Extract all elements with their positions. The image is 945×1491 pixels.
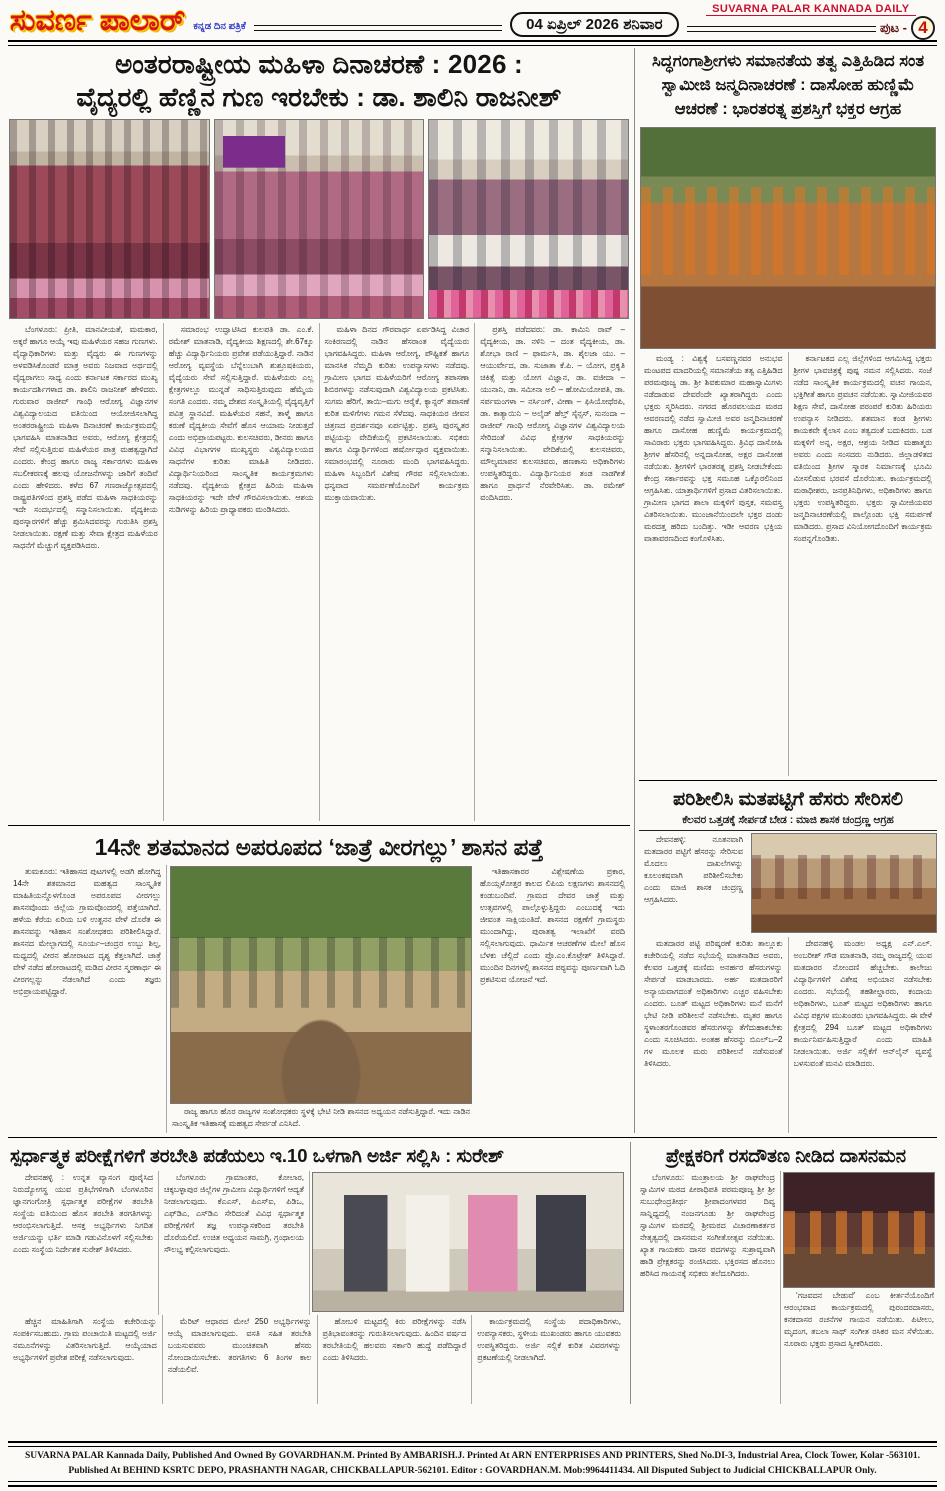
- saint-body-columns: [639, 352, 937, 776]
- imprint-footer: [0, 1441, 945, 1491]
- right-column-section: [639, 48, 937, 1133]
- training-announcement-photo: [312, 1172, 624, 1312]
- herostone-discovery-photo: [170, 866, 472, 1104]
- inscription-photo-block: [167, 865, 475, 1133]
- voter-body-columns: [639, 937, 937, 1134]
- training-article: [8, 1142, 626, 1404]
- page-content: [0, 46, 945, 1441]
- lead-column-2: ಸಮಾರಂಭ ಉದ್ಘಾಟಿಸಿದ ಕುಲಪತಿ ಡಾ. ಎಂ.ಕೆ. ರಮೇಶ್ ಮಾತನಾಡಿ, ವೈದ್ಯಕೀಯ ಶಿಕ್ಷಣದಲ್ಲಿ ಶೇ.67ಕ್ಕೂ ಹೆಚ್ಚು ವಿದ್ಯಾರ್ಥಿನಿಯರು ಪ್ರವೇಶ ಪಡೆಯುತ್ತಿದ್ದಾರೆ. ನಾಡಿನ ಆರೋಗ್ಯ ವ್ಯವಸ್ಥೆಯ ಬೆನ್ನೆಲುಬಾಗಿ ಶುಶ್ರೂಷಕಿಯರು, ವೈದ್ಯೆಯರು ಸೇವೆ ಸಲ್ಲಿಸುತ್ತಿದ್ದಾರೆ. ಮಹಿಳೆಯರು ಎಲ್ಲ ಕ್ಷೇತ್ರಗಳಲ್ಲೂ ಮುನ್ನಡೆ ಸಾಧಿಸುತ್ತಿರುವುದು ಹೆಮ್ಮೆಯ ಸಂಗತಿ ಎಂದರು. ನಮ್ಮ ದೇಶದ ಸಂಸ್ಕೃತಿಯಲ್ಲಿ ವೈದ್ಯವೃತ್ತಿಗೆ ಪವಿತ್ರ ಸ್ಥಾನವಿದೆ. ಮಹಿಳೆಯರ ಸಹನೆ, ತಾಳ್ಮೆ ಹಾಗೂ ಕರುಣೆ ವೈದ್ಯಕೀಯ ಸೇವೆಗೆ ಹೊಸ ಆಯಾಮ ನೀಡುತ್ತದೆ ಎಂದು ಅಭಿಪ್ರಾಯಪಟ್ಟರು. ಕುಲಸಚಿವರು, ಡೀನರು ಹಾಗೂ ವಿವಿಧ ವಿಭಾಗಗಳ ಮುಖ್ಯಸ್ಥರು ವಿಶ್ವವಿದ್ಯಾಲಯದ ಸಾಧನೆಗಳ ಕುರಿತು ಮಾಹಿತಿ ನೀಡಿದರು. ವಿದ್ಯಾರ್ಥಿನಿಯರಿಂದ ಸಾಂಸ್ಕೃತಿಕ ಕಾರ್ಯಕ್ರಮಗಳು ನಡೆದವು. ವೈದ್ಯಕೀಯ ಕ್ಷೇತ್ರದ ಹಿರಿಯ ಮಹಿಳಾ ಸಾಧಕಿಯರನ್ನು ಇದೇ ವೇಳೆ ಗೌರವಿಸಲಾಯಿತು. ಆಶಯ ನುಡಿಗಳನ್ನು ಹಿರಿಯ ಪ್ರಾಧ್ಯಾಪಕರು ಮಂಡಿಸಿದರು.: [164, 323, 320, 821]
- imprint-line-2: Published At BEHIND KSRTC DEPO, PRASHANTH NAGAR, CHICKBALLAPUR-562101. Editor : GOVARDHAN.M. Mob:9964411434. All Disputed Subject to Judicial CHICKBALLAPUR Only.: [68, 1465, 877, 1476]
- right-section-divider: [639, 780, 937, 781]
- saint-birthday-celebration-photo: [640, 127, 936, 349]
- training-bottom-column-3: ಹೋಬಳಿ ಮಟ್ಟದಲ್ಲಿ ಕಿರು ಪರೀಕ್ಷೆಗಳನ್ನು ನಡೆಸಿ ಪ್ರತಿಭಾವಂತರನ್ನು ಗುರುತಿಸಲಾಗುವುದು. ಹಿಂದಿನ ವರ್ಷದ ತರಬೇತಿಯಲ್ಲಿ ಹಲವರು ಸರ್ಕಾರಿ ಹುದ್ದೆ ಪಡೆದಿದ್ದಾರೆ ಎಂದು ತಿಳಿಸಿದರು.: [318, 1315, 473, 1405]
- newspaper-logo: ಸುವರ್ಣ ಪಾಲಾರ್: [10, 4, 186, 37]
- lead-body-columns: [8, 323, 630, 821]
- saint-headline: ಸಿದ್ಧಗಂಗಾಶ್ರೀಗಳು ಸಮಾನತೆಯ ತತ್ವ ಎತ್ತಿಹಿಡಿದ ಸಂತ ಸ್ವಾಮೀಜಿ ಜನ್ಮದಿನಾಚರಣೆ : ದಾಸೋಹ ಹುಣ್ಣಿಮೆ ಆಚರಣೆ : ಭಾರತರತ್ನ ಪ್ರಶಸ್ತಿಗೆ ಭಕ್ತರ ಆಗ್ರಹ: [651, 52, 925, 118]
- training-column-1: ದೇವನಹಳ್ಳಿ : ಉನ್ನತ ವ್ಯಾಸಂಗ ಪೂರೈಸಿದ ನಿರುದ್ಯೋಗಸ್ಥ ಯುವ ಪ್ರತಿಭೆಗಳಿಗಾಗಿ ಬೆಂಗಳೂರಿನ ಜ್ಞಾನಗಂಗೋತ್ರಿ ಸ್ಪರ್ಧಾತ್ಮಕ ಪರೀಕ್ಷೆಗಳ ತರಬೇತಿ ಸಂಸ್ಥೆಯ ವತಿಯಿಂದ ಹೊಸ ತರಬೇತಿ ತರಗತಿಗಳನ್ನು ಆರಂಭಿಸಲಾಗುತ್ತಿದೆ. ಆಸಕ್ತ ಅಭ್ಯರ್ಥಿಗಳು ನಿಗದಿತ ಅರ್ಜಿಯನ್ನು ಭರ್ತಿ ಮಾಡಿ ಗಡುವಿನೊಳಗೆ ಸಲ್ಲಿಸಬೇಕು ಎಂದು ಸಂಸ್ಥೆಯ ನಿರ್ದೇಶಕ ಸುರೇಶ್ ತಿಳಿಸಿದರು.: [8, 1171, 159, 1315]
- page-number-badge: 4: [911, 16, 935, 40]
- page-label: ಪುಟ -: [880, 19, 908, 35]
- lead-photo-row: [8, 115, 630, 323]
- concert-column-1: ಬೆಂಗಳೂರು: ಮಂತ್ರಾಲಯ ಶ್ರೀ ರಾಘವೇಂದ್ರ ಸ್ವಾಮಿಗಳ ಮಠದ ಪೀಠಾಧಿಪತಿ ಪರಮಪೂಜ್ಯ ಶ್ರೀ ಶ್ರೀ ಸುಬುಧೇಂದ್ರತೀರ್ಥ ಶ್ರೀಪಾದಂಗಳವರ ದಿವ್ಯ ಸಾನ್ನಿಧ್ಯದಲ್ಲಿ ನಂಜನಗೂಡು ಶ್ರೀ ರಾಘವೇಂದ್ರ ಸ್ವಾಮಿಗಳ ಮಠದಲ್ಲಿ ಶ್ರೀಮಠದ ವಿಚಾರಣಾಕರ್ತರ ನೇತೃತ್ವದಲ್ಲಿ ದಾಸನಮನ ಸಂಗೀತೋತ್ಸವ ನಡೆಯಿತು. ಖ್ಯಾತ ಗಾಯಕರು ದಾಸರ ಪದಗಳನ್ನು ಸುಶ್ರಾವ್ಯವಾಗಿ ಹಾಡಿ ಪ್ರೇಕ್ಷಕರನ್ನು ರಂಜಿಸಿದರು. ಭಕ್ತಿರಸದ ಹೊನಲು ಹರಿಸಿದ ಗಾಯನಕ್ಕೆ ಸಭಿಕರು ತಲೆದೂಗಿದರು.: [635, 1171, 781, 1405]
- imprint-line-1: SUVARNA PALAR Kannada Daily, Published And Owned By GOVARDHAN.M. Printed By AMBARISH.J. Printed At ARN ENTERPRISES AND PRINTERS, Shed No.DI-3, Industrial Area, Clock Tower, Kolar -563101.: [24, 1450, 921, 1461]
- voter-column-2: ದೇವನಹಳ್ಳಿ ಮಂಡಲ ಅಧ್ಯಕ್ಷ ಎನ್.ಎಲ್. ಅಂಬರೀಶ್ ಗೌಡ ಮಾತನಾಡಿ, ನಮ್ಮ ರಾಜ್ಯದಲ್ಲಿ ಯುವ ಮತದಾರರ ನೋಂದಣಿ ಹೆಚ್ಚಬೇಕು. ಕಾಲೇಜು ವಿದ್ಯಾರ್ಥಿಗಳಿಗೆ ವಿಶೇಷ ಅಭಿಯಾನ ನಡೆಸಬೇಕು ಎಂದರು. ಸಭೆಯಲ್ಲಿ ತಹಶೀಲ್ದಾರರು, ಕಂದಾಯ ಅಧಿಕಾರಿಗಳು, ಬೂತ್ ಮಟ್ಟದ ಅಧಿಕಾರಿಗಳು ಹಾಗೂ ವಿವಿಧ ಪಕ್ಷಗಳ ಮುಖಂಡರು ಭಾಗವಹಿಸಿದ್ದರು. ಈ ವೇಳೆ ಕ್ಷೇತ್ರದಲ್ಲಿ 294 ಬೂತ್ ಮಟ್ಟದ ಅಧಿಕಾರಿಗಳು ಕಾರ್ಯನಿರ್ವಹಿಸುತ್ತಿದ್ದಾರೆ ಎಂದು ಮಾಹಿತಿ ನೀಡಲಾಯಿತು. ಅರ್ಜಿ ಸಲ್ಲಿಕೆಗೆ ಆನ್‌ಲೈನ್ ವ್ಯವಸ್ಥೆ ಬಳಸುವಂತೆ ಮನವಿ ಮಾಡಿದರು.: [793, 938, 932, 1068]
- newspaper-tagline: ಕನ್ನಡ ದಿನ ಪತ್ರಿಕೆ: [193, 20, 246, 32]
- inscription-headline: 14ನೇ ಶತಮಾನದ ಅಪರೂಪದ ‘ಜಾತ್ರೆ ವೀರಗಲ್ಲು’ ಶಾಸನ ಪತ್ತೆ: [94, 833, 544, 860]
- concert-article: [635, 1142, 937, 1404]
- training-lower-columns: [8, 1315, 626, 1405]
- lead-headline: ವೈದ್ಯರಲ್ಲಿ ಹೆಣ್ಣಿನ ಗುಣ ಇರಬೇಕು : ಡಾ. ಶಾಲಿನಿ ರಾಜನೀಶ್: [76, 82, 562, 113]
- lead-column-1: ಬೆಂಗಳೂರು: ಪ್ರೀತಿ, ಮಾನವೀಯತೆ, ಮಮಕಾರ, ಅಕ್ಕರೆ ಹಾಗೂ ಆಯ್ಕೆ ಇವು ಮಹಿಳೆಯರ ಸಹಜ ಗುಣಗಳು. ವೈದ್ಯಾಧಿಕಾರಿಗಳು ಮತ್ತು ವೈದ್ಯರು ಈ ಗುಣಗಳನ್ನು ಅಳವಡಿಸಿಕೊಂಡರೆ ಮಾತ್ರ ಅವರು ನಿಜವಾದ ಅರ್ಥದಲ್ಲಿ ವೈದ್ಯರಾಗಲು ಸಾಧ್ಯ ಎಂದು ಕರ್ನಾಟಕ ಸರ್ಕಾರದ ಮುಖ್ಯ ಕಾರ್ಯದರ್ಶಿಗಳಾದ ಡಾ. ಶಾಲಿನಿ ರಾಜನೀಶ್ ಹೇಳಿದರು. ಗುರುವಾರ ರಾಜೀವ್ ಗಾಂಧಿ ಆರೋಗ್ಯ ವಿಜ್ಞಾನಗಳ ವಿಶ್ವವಿದ್ಯಾಲಯದ ವತಿಯಿಂದ ಆಯೋಜಿಸಲಾಗಿದ್ದ ಅಂತರರಾಷ್ಟ್ರೀಯ ಮಹಿಳಾ ದಿನಾಚರಣೆ ಕಾರ್ಯಕ್ರಮದಲ್ಲಿ ಭಾಗವಹಿಸಿ ಮಾತನಾಡಿದ ಅವರು, ಆರೋಗ್ಯ ಕ್ಷೇತ್ರದಲ್ಲಿ ಸೇವೆ ಸಲ್ಲಿಸುತ್ತಿರುವ ಮಹಿಳೆಯರ ಪಾತ್ರ ಮಹತ್ವದ್ದಾಗಿದೆ ಎಂದರು. ಕೇಂದ್ರ ಹಾಗೂ ರಾಜ್ಯ ಸರ್ಕಾರಗಳು ಮಹಿಳಾ ಸಬಲೀಕರಣಕ್ಕೆ ಹಲವು ಯೋಜನೆಗಳನ್ನು ಜಾರಿಗೆ ತಂದಿವೆ ಎಂದು ಹೇಳಿದರು. ಕಳೆದ 67 ಗಣರಾಜ್ಯೋತ್ಸವದಲ್ಲಿ ರಾಷ್ಟ್ರಪತಿಗಳಿಂದ ಪ್ರಶಸ್ತಿ ಪಡೆದ ಮಹಿಳಾ ಸಾಧಕಿಯರನ್ನು ಇದೇ ಸಂದರ್ಭದಲ್ಲಿ ಸನ್ಮಾನಿಸಲಾಯಿತು. ವೈದ್ಯಕೀಯ ಪುರಸ್ಕಾರಗಳಿಗೆ ಹೆಚ್ಚು ಶ್ರಮಿಸಿದವರನ್ನು ಗುರುತಿಸಿ ಪ್ರಶಸ್ತಿ ನೀಡಲಾಯಿತು. ರಕ್ಷಣೆ ಮತ್ತು ಸೇವಾ ಕ್ಷೇತ್ರದ ಮಹಿಳೆಯರ ಸಾಧನೆಗೆ ಮೆಚ್ಚುಗೆ ವ್ಯಕ್ತಪಡಿಸಿದರು.: [8, 323, 164, 821]
- saint-column-2: ಕರ್ನಾಟಕದ ಎಲ್ಲ ಜಿಲ್ಲೆಗಳಿಂದ ಆಗಮಿಸಿದ್ದ ಭಕ್ತರು ಶ್ರೀಗಳ ಭಾವಚಿತ್ರಕ್ಕೆ ಪುಷ್ಪ ನಮನ ಸಲ್ಲಿಸಿದರು. ಸಂಜೆ ನಡೆದ ಸಾಂಸ್ಕೃತಿಕ ಕಾರ್ಯಕ್ರಮದಲ್ಲಿ ವಚನ ಗಾಯನ, ಭಕ್ತಿಗೀತೆ ಹಾಗೂ ಪ್ರವಚನ ನಡೆಯಿತು. ಸ್ವಾಮೀಜಿಯವರ ಶಿಕ್ಷಣ ಸೇವೆ, ದಾಸೋಹ ಪರಂಪರೆ ಕುರಿತು ಹಿರಿಯರು ಉಪನ್ಯಾಸ ನೀಡಿದರು. ಶತಮಾನ ಕಂಡ ಶ್ರೀಗಳು ಕಾಯಕವೇ ಕೈಲಾಸ ಎಂಬ ತತ್ವದಂತೆ ಬದುಕಿದರು. ಬಡ ಮಕ್ಕಳಿಗೆ ಅನ್ನ, ಅಕ್ಷರ, ಆಶ್ರಯ ನೀಡಿದ ಮಹಾತ್ಮರು ಅವರು ಎಂದು ಸಂಸದರು ನುಡಿದರು. ಜಿಲ್ಲಾಡಳಿತದ ವತಿಯಿಂದ ಶ್ರೀಗಳ ಸ್ಮಾರಕ ನಿರ್ಮಾಣಕ್ಕೆ ಭೂಮಿ ಮೀಸಲಿಡುವ ಭರವಸೆ ದೊರೆಯಿತು. ಕಾರ್ಯಕ್ರಮದಲ್ಲಿ ಮಠಾಧೀಶರು, ಜನಪ್ರತಿನಿಧಿಗಳು, ಅಧಿಕಾರಿಗಳು ಹಾಗೂ ಭಕ್ತರು ಉಪಸ್ಥಿತರಿದ್ದರು. ಭಕ್ತರು ಸ್ವಾಮೀಜಿಯವರ ಜನ್ಮದಿನಾಚರಣೆಯಲ್ಲಿ ಪಾಲ್ಗೊಂಡು ಭಕ್ತಿ ಸಮರ್ಪಣೆ ಮಾಡಿದರು. ಪ್ರಸಾದ ವಿನಿಯೋಗದೊಂದಿಗೆ ಕಾರ್ಯಕ್ರಮ ಸಂಪನ್ನಗೊಂಡಿತು.: [793, 353, 932, 543]
- training-headline: ಸ್ಪರ್ಧಾತ್ಮಕ ಪರೀಕ್ಷೆಗಳಿಗೆ ತರಬೇತಿ ಪಡೆಯಲು ಇ.10 ಒಳಗಾಗಿ ಅರ್ಜಿ ಸಲ್ಲಿಸಿ : ಸುರೇಶ್: [10, 1145, 505, 1167]
- vertical-divider-main: [634, 48, 635, 1133]
- inscription-column-1: ತುಮಕೂರು: ಇತಿಹಾಸದ ಪುಟಗಳಲ್ಲಿ ಅಡಗಿ ಹೋಗಿದ್ದ 14ನೇ ಶತಮಾನದ ಮಹತ್ವದ ಸಾಂಸ್ಕೃತಿಕ ಮಾಹಿತಿಯನ್ನೊಳಗೊಂಡ ಅಪರೂಪದ ವೀರಗಲ್ಲು ಶಾಸನವೊಂದು ಜಿಲ್ಲೆಯ ಗ್ರಾಮವೊಂದರಲ್ಲಿ ಪತ್ತೆಯಾಗಿದೆ. ಹಳೆಯ ಕೆರೆಯ ಏರಿಯ ಬಳಿ ಉತ್ಖನನ ವೇಳೆ ದೊರೆತ ಈ ಶಾಸನವನ್ನು ಇತಿಹಾಸ ಸಂಶೋಧಕರು ಪರಿಶೀಲಿಸಿದ್ದಾರೆ. ಶಾಸನದ ಮೇಲ್ಭಾಗದಲ್ಲಿ ಸೂರ್ಯ–ಚಂದ್ರರ ಉಬ್ಬು ಶಿಲ್ಪ, ಮಧ್ಯದಲ್ಲಿ ವೀರನ ಹೋರಾಟದ ದೃಶ್ಯ ಕೆತ್ತಲಾಗಿದೆ. ಜಾತ್ರೆ ವೇಳೆ ನಡೆದ ಹೋರಾಟದಲ್ಲಿ ಮಡಿದ ವೀರನ ಸ್ಮರಣಾರ್ಥ ಈ ವೀರಗಲ್ಲನ್ನು ನೆಡಲಾಗಿದೆ ಎಂದು ತಜ್ಞರು ಅಭಿಪ್ರಾಯಪಟ್ಟಿದ್ದಾರೆ.: [8, 865, 167, 1133]
- training-upper: [8, 1171, 626, 1315]
- concert-column-2: ‘ಗಜವದನ ಬೇಡುವೆ’ ಎಂಬ ಕೀರ್ತನೆಯೊಂದಿಗೆ ಆರಂಭವಾದ ಕಾರ್ಯಕ್ರಮದಲ್ಲಿ ಪುರಂದರದಾಸರು, ಕನಕದಾಸರ ರಚನೆಗಳ ಗಾಯನ ನಡೆಯಿತು. ಪಿಟೀಲು, ಮೃದಂಗ, ತಬಲಾ ಸಾಥ್ ಸಂಗೀತ ರಸಿಕರ ಮನ ಸೆಳೆಯಿತು. ನೂರಾರು ಭಕ್ತರು ಪ್ರಸಾದ ಸ್ವೀಕರಿಸಿದರು.: [784, 1290, 934, 1348]
- newspaper-title-english: SUVARNA PALAR KANNADA DAILY: [706, 3, 915, 16]
- date-box: 04 ಏಪ್ರಿಲ್ 2026 ಶನಿವಾರ: [510, 12, 679, 37]
- upper-section: [8, 48, 937, 1133]
- bottom-section: [8, 1142, 937, 1404]
- concert-right-block: [781, 1171, 937, 1405]
- womens-day-group-photo: [214, 119, 425, 319]
- lead-column-3: ಮಹಿಳಾ ದಿನದ ಗೌರವಾರ್ಥ ಏರ್ಪಡಿಸಿದ್ದ ವಿಚಾರ ಸಂಕಿರಣದಲ್ಲಿ ನಾಡಿನ ಹೆಸರಾಂತ ವೈದ್ಯೆಯರು ಭಾಗವಹಿಸಿದ್ದರು. ಮಹಿಳಾ ಆರೋಗ್ಯ, ಪೌಷ್ಟಿಕತೆ ಹಾಗೂ ಮಾನಸಿಕ ನೆಮ್ಮದಿ ಕುರಿತು ಉಪನ್ಯಾಸಗಳು ನಡೆದವು. ಗ್ರಾಮೀಣ ಭಾಗದ ಮಹಿಳೆಯರಿಗೆ ಆರೋಗ್ಯ ತಪಾಸಣಾ ಶಿಬಿರಗಳನ್ನು ನಡೆಸುವುದಾಗಿ ವಿಶ್ವವಿದ್ಯಾಲಯ ಪ್ರಕಟಿಸಿತು. ಸುಗಮ ಹೆರಿಗೆ, ತಾಯಿ–ಮಗು ಆರೈಕೆ, ಕ್ಯಾನ್ಸರ್ ತಪಾಸಣೆ ಕುರಿತ ಮಳಿಗೆಗಳು ಗಮನ ಸೆಳೆದವು. ಸಾಧಕಿಯರ ಜೀವನ ಚಿತ್ರಣದ ಪ್ರದರ್ಶನವೂ ಏರ್ಪಟ್ಟಿತ್ತು. ಪ್ರಶಸ್ತಿ ಪುರಸ್ಕೃತರ ಪಟ್ಟಿಯನ್ನು ವೇದಿಕೆಯಲ್ಲಿ ಪ್ರಕಟಿಸಲಾಯಿತು. ಸಭಿಕರು ಹಾಗೂ ವಿದ್ಯಾರ್ಥಿಗಳಿಂದ ಹರ್ಷೋದ್ಗಾರ ವ್ಯಕ್ತವಾಯಿತು. ಸಮಾರಂಭದಲ್ಲಿ ನೂರಾರು ಮಂದಿ ಭಾಗವಹಿಸಿದ್ದರು. ಮಹಿಳಾ ಸಿಬ್ಬಂದಿಗೆ ವಿಶೇಷ ಗೌರವ ಸಲ್ಲಿಸಲಾಯಿತು. ಧನ್ಯವಾದ ಸಮರ್ಪಣೆಯೊಂದಿಗೆ ಕಾರ್ಯಕ್ರಮ ಮುಕ್ತಾಯವಾಯಿತು.: [320, 323, 476, 821]
- concert-body: [635, 1171, 937, 1405]
- inscription-column-2: ಇತಿಹಾಸಕಾರರ ವಿಶ್ಲೇಷಣೆಯ ಪ್ರಕಾರ, ಹೊಯ್ಸಳೋತ್ತರ ಕಾಲದ ಲಿಪಿಯ ಲಕ್ಷಣಗಳು ಶಾಸನದಲ್ಲಿ ಕಂಡುಬಂದಿವೆ. ಗ್ರಾಮದ ದೇವರ ಜಾತ್ರೆ ಮತ್ತು ಉತ್ಸವಗಳಲ್ಲಿ ಪಾಲ್ಗೊಳ್ಳುತ್ತಿದ್ದರು ಎಂಬುದಕ್ಕೆ ಇದು ಜೀವಂತ ಸಾಕ್ಷಿಯಂತಿದೆ. ಶಾಸನದ ರಕ್ಷಣೆಗೆ ಗ್ರಾಮಸ್ಥರು ಮುಂದಾಗಿದ್ದು, ಪುರಾತತ್ವ ಇಲಾಖೆಗೆ ವರದಿ ಸಲ್ಲಿಸಲಾಗುವುದು. ಧಾರ್ಮಿಕ ಆಚರಣೆಗಳ ಮೇಲೆ ಹೊಸ ಬೆಳಕು ಚೆಲ್ಲಿದೆ ಎಂದು ಪ್ರೊ.ಎಂ.ಕೊಟ್ರೇಶ್ ತಿಳಿಸಿದ್ದಾರೆ. ಮುಂದಿನ ದಿನಗಳಲ್ಲಿ ಶಾಸನದ ಪಠ್ಯವನ್ನು ಪೂರ್ಣವಾಗಿ ಓದಿ ಪ್ರಕಟಿಸುವ ಯೋಜನೆ ಇದೆ.: [480, 867, 625, 985]
- voter-meeting-photo: [751, 833, 937, 933]
- womens-day-dais-photo: [428, 119, 629, 319]
- masthead-rule-left: [254, 25, 502, 31]
- footer-bottom-rule: [8, 1481, 937, 1487]
- training-bottom-column-1: ಹೆಚ್ಚಿನ ಮಾಹಿತಿಗಾಗಿ ಸಂಸ್ಥೆಯ ಕಚೇರಿಯನ್ನು ಸಂಪರ್ಕಿಸಬಹುದು. ಗ್ರಾಮ ಪಂಚಾಯಿತಿ ಮಟ್ಟದಲ್ಲಿ ಅರ್ಜಿ ನಮೂನೆಗಳನ್ನು ವಿತರಿಸಲಾಗುತ್ತಿದೆ. ಆಯ್ಕೆಯಾದ ಅಭ್ಯರ್ಥಿಗಳಿಗೆ ಪ್ರವೇಶ ಪರೀಕ್ಷೆ ನಡೆಸಲಾಗುವುದು.: [8, 1315, 163, 1405]
- voter-intro-text: ದೇವನಹಳ್ಳಿ: ನೂತನವಾಗಿ ಮತದಾರರ ಪಟ್ಟಿಗೆ ಹೆಸರನ್ನು ಸೇರಿಸುವ ಮೊದಲು ದಾಖಲೆಗಳನ್ನು ಕೂಲಂಕಷವಾಗಿ ಪರಿಶೀಲಿಸಬೇಕು ಎಂದು ಮಾಜಿ ಶಾಸಕ ಚಂದ್ರಣ್ಣ ಆಗ್ರಹಿಸಿದರು.: [644, 834, 743, 904]
- lead-kicker: ಅಂತರರಾಷ್ಟ್ರೀಯ ಮಹಿಳಾ ದಿನಾಚರಣೆ : 2026 :: [115, 49, 523, 79]
- training-column-2: ಬೆಂಗಳೂರು ಗ್ರಾಮಾಂತರ, ಕೋಲಾರ, ಚಿಕ್ಕಬಳ್ಳಾಪುರ ಜಿಲ್ಲೆಗಳ ಗ್ರಾಮೀಣ ವಿದ್ಯಾರ್ಥಿಗಳಿಗೆ ಆದ್ಯತೆ ನೀಡಲಾಗುವುದು. ಕೆಎಎಸ್, ಪಿಎಸ್‌ಐ, ಪಿಡಿಒ, ಎಫ್‌ಡಿಎ, ಎಸ್‌ಡಿಎ ಸೇರಿದಂತೆ ವಿವಿಧ ಸ್ಪರ್ಧಾತ್ಮಕ ಪರೀಕ್ಷೆಗಳಿಗೆ ತಜ್ಞ ಉಪನ್ಯಾಸಕರಿಂದ ತರಬೇತಿ ದೊರೆಯಲಿದೆ. ಉಚಿತ ಅಧ್ಯಯನ ಸಾಮಗ್ರಿ, ಗ್ರಂಥಾಲಯ ಸೌಲಭ್ಯ ಕಲ್ಪಿಸಲಾಗುವುದು.: [159, 1171, 310, 1315]
- inscription-body: [8, 865, 630, 1133]
- saint-column-1: ಮಂಡ್ಯ : ವಿಶ್ವಕ್ಕೆ ಬಸವಣ್ಣನವರ ಅನುಭವ ಮಂಟಪದ ಮಾದರಿಯಲ್ಲಿ ಸಮಾನತೆಯ ತತ್ವ ಎತ್ತಿಹಿಡಿದ ಪರಮಪೂಜ್ಯ ಡಾ. ಶ್ರೀ ಶಿವಕುಮಾರ ಮಹಾಸ್ವಾಮಿಗಳು ನಡೆದಾಡುವ ದೇವರೆಂದೇ ಖ್ಯಾತರಾಗಿದ್ದರು ಎಂದು ಭಕ್ತರು ಸ್ಮರಿಸಿದರು. ನಗರದ ಹೊರವಲಯದ ಮಠದ ಆವರಣದಲ್ಲಿ ನಡೆದ ಸ್ವಾಮೀಜಿ ಅವರ ಜನ್ಮದಿನಾಚರಣೆ ಹಾಗೂ ದಾಸೋಹ ಹುಣ್ಣಿಮೆ ಕಾರ್ಯಕ್ರಮದಲ್ಲಿ ಸಾವಿರಾರು ಭಕ್ತರು ಭಾಗವಹಿಸಿದ್ದರು. ತ್ರಿವಿಧ ದಾಸೋಹಿ ಶ್ರೀಗಳ ಹೆಸರಿನಲ್ಲಿ ಅನ್ನದಾಸೋಹ, ಅಕ್ಷರ ದಾಸೋಹ ನಡೆಯಿತು. ಶ್ರೀಗಳಿಗೆ ಭಾರತರತ್ನ ಪ್ರಶಸ್ತಿ ನೀಡಬೇಕೆಂದು ಕೇಂದ್ರ ಸರ್ಕಾರವನ್ನು ಭಕ್ತ ಸಮೂಹ ಒಕ್ಕೊರಲಿನಿಂದ ಆಗ್ರಹಿಸಿತು. ಯಾತ್ರಾರ್ಥಿಗಳಿಗೆ ಪ್ರಸಾದ ವಿತರಿಸಲಾಯಿತು. ಗ್ರಾಮೀಣ ಭಾಗದ ಶಾಲಾ ಮಕ್ಕಳಿಗೆ ಪುಸ್ತಕ, ಸಮವಸ್ತ್ರ ವಿತರಿಸಲಾಯಿತು. ಮುಂಜಾನೆಯಿಂದಲೇ ಭಕ್ತರ ದಂಡು ಮಠದತ್ತ ಹರಿದು ಬಂದಿತ್ತು. ಇಡೀ ಆವರಣ ಭಕ್ತಿಯ ವಾತಾವರಣದಿಂದ ಕಂಗೊಳಿಸಿತು.: [639, 352, 789, 776]
- section-divider: [8, 825, 630, 826]
- voter-subheadline: ಕೆಲವರ ಒತ್ತಡಕ್ಕೆ ಸೇರ್ಪಡೆ ಬೇಡ : ಮಾಜಿ ಶಾಸಕ ಚಂದ್ರಣ್ಣ ಆಗ್ರಹ: [639, 812, 937, 831]
- lower-section-divider: [8, 1137, 937, 1138]
- masthead-right: [687, 3, 935, 40]
- concert-headline: ಪ್ರೇಕ್ಷಕರಿಗೆ ರಸದೌತಣ ನೀಡಿದ ದಾಸನಮನ: [665, 1145, 907, 1167]
- masthead: [0, 0, 945, 40]
- inscription-photo-note: ರಾಜ್ಯ ಹಾಗೂ ಹೊರ ರಾಜ್ಯಗಳ ಸಂಶೋಧಕರು ಸ್ಥಳಕ್ಕೆ ಭೇಟಿ ನೀಡಿ ಶಾಸನದ ಅಧ್ಯಯನ ನಡೆಸುತ್ತಿದ್ದಾರೆ. ಇದು ನಾಡಿನ ಸಾಂಸ್ಕೃತಿಕ ಇತಿಹಾಸಕ್ಕೆ ಮಹತ್ವದ ಸೇರ್ಪಡೆ ಎನಿಸಿದೆ.: [172, 1107, 470, 1129]
- voter-photo-row: [639, 833, 937, 935]
- training-bottom-column-2: ಮೆರಿಟ್ ಆಧಾರದ ಮೇಲೆ 250 ಅಭ್ಯರ್ಥಿಗಳನ್ನು ಆಯ್ಕೆ ಮಾಡಲಾಗುವುದು. ವಸತಿ ಸಹಿತ ತರಬೇತಿ ಬಯಸುವವರು ಮುಂಚಿತವಾಗಿ ಹೆಸರು ನೋಂದಾಯಿಸಬೇಕು. ತರಗತಿಗಳು 6 ತಿಂಗಳ ಕಾಲ ನಡೆಯಲಿವೆ.: [163, 1315, 318, 1405]
- lead-column-4: ಪ್ರಶಸ್ತಿ ಪಡೆದವರು: ಡಾ. ಕಾಮಿನಿ ರಾವ್ – ವೈದ್ಯಕೀಯ, ಡಾ. ನಳಿನಿ – ದಂತ ವೈದ್ಯಕೀಯ, ಡಾ. ಶೋಭಾ ರಾಣಿ – ಫಾರ್ಮಸಿ, ಡಾ. ಶೈಲಜಾ ಯು. – ಆಯುರ್ವೇದ, ಡಾ. ಸುಜಾತಾ ಕೆ.ಪಿ. – ಯೋಗ, ಪ್ರಕೃತಿ ಚಿಕಿತ್ಸೆ ಮತ್ತು ಯೋಗ ವಿಜ್ಞಾನ, ಡಾ. ವಜೀದಾ – ಯುನಾನಿ, ಡಾ. ಸಮೀನಾ ಅಲಿ – ಹೋಮಿಯೋಪತಿ, ಡಾ. ಸರ್ಪಮಂಗಳಾ – ನರ್ಸಿಂಗ್, ವೀಣಾ – ಫಿಸಿಯೋಥೆರಪಿ, ಡಾ. ಕಾತ್ಯಾಯಿನಿ – ಅಲೈಡ್ ಹೆಲ್ತ್ ಸೈನ್ಸಸ್, ಸುನಂದಾ – ರಾಜೀವ್ ಗಾಂಧಿ ಆರೋಗ್ಯ ವಿಜ್ಞಾನಗಳ ವಿಶ್ವವಿದ್ಯಾಲಯ ಸೇರಿದಂತೆ ವಿವಿಧ ಕ್ಷೇತ್ರಗಳ ಸಾಧಕಿಯರನ್ನು ಸನ್ಮಾನಿಸಲಾಯಿತು. ವೇದಿಕೆಯಲ್ಲಿ ಕುಲಸಚಿವರು, ಮೌಲ್ಯಮಾಪನ ಕುಲಸಚಿವರು, ಹಣಕಾಸು ಅಧಿಕಾರಿಗಳು ಉಪಸ್ಥಿತರಿದ್ದರು. ವಿದ್ಯಾರ್ಥಿನಿಯರ ತಂಡ ನಾಡಗೀತೆ ಹಾಗೂ ಪ್ರಾರ್ಥನೆ ನೆರವೇರಿಸಿತು. ಡಾ. ರಮೇಶ್ ವಂದಿಸಿದರು.: [480, 324, 625, 502]
- vertical-divider-bottom: [630, 1142, 631, 1404]
- masthead-rule-right: [687, 26, 876, 32]
- training-bottom-column-4: ಕಾರ್ಯಕ್ರಮದಲ್ಲಿ ಸಂಸ್ಥೆಯ ಪದಾಧಿಕಾರಿಗಳು, ಉಪನ್ಯಾಸಕರು, ಸ್ಥಳೀಯ ಮುಖಂಡರು ಹಾಗೂ ಯುವಕರು ಉಪಸ್ಥಿತರಿದ್ದರು. ಅರ್ಜಿ ಸಲ್ಲಿಕೆ ಕುರಿತ ವಿವರಗಳನ್ನು ಪ್ರಕಟಣೆಯಲ್ಲಿ ನೀಡಲಾಗಿದೆ.: [477, 1316, 621, 1362]
- concert-performance-photo: [783, 1172, 935, 1288]
- left-main-section: [8, 48, 630, 1133]
- voter-headline: ಪರಿಶೀಲಿಸಿ ಮತಪಟ್ಟಿಗೆ ಹೆಸರು ಸೇರಿಸಲಿ: [673, 788, 903, 810]
- womens-day-felicitation-photo: [9, 119, 210, 319]
- voter-column-1: ಮತದಾರರ ಪಟ್ಟಿ ಪರಿಷ್ಕರಣೆ ಕುರಿತು ತಾಲ್ಲೂಕು ಕಚೇರಿಯಲ್ಲಿ ನಡೆದ ಸಭೆಯಲ್ಲಿ ಮಾತನಾಡಿದ ಅವರು, ಕೆಲವರ ಒತ್ತಡಕ್ಕೆ ಮಣಿದು ಅನರ್ಹರ ಹೆಸರುಗಳನ್ನು ಸೇರ್ಪಡೆ ಮಾಡಬಾರದು. ಅರ್ಹ ಮತದಾರರಿಗೆ ಅನ್ಯಾಯವಾಗದಂತೆ ಅಧಿಕಾರಿಗಳು ಎಚ್ಚರ ವಹಿಸಬೇಕು ಎಂದರು. ಬೂತ್ ಮಟ್ಟದ ಅಧಿಕಾರಿಗಳು ಮನೆ ಮನೆಗೆ ಭೇಟಿ ನೀಡಿ ಪರಿಶೀಲನೆ ನಡೆಸಬೇಕು. ಮೃತರ ಹಾಗೂ ಸ್ಥಳಾಂತರಗೊಂಡವರ ಹೆಸರುಗಳನ್ನು ತೆಗೆದುಹಾಕಬೇಕು ಎಂದು ಸೂಚಿಸಿದರು. ಅಂತಹ ಹೆಸರನ್ನು ಬಿಎಲ್ಒ–2 ಗಳ ಮೂಲಕ ಮರು ಪರಿಶೀಲನೆ ನಡೆಸುವಂತೆ ತಿಳಿಸಿದರು.: [639, 937, 789, 1134]
